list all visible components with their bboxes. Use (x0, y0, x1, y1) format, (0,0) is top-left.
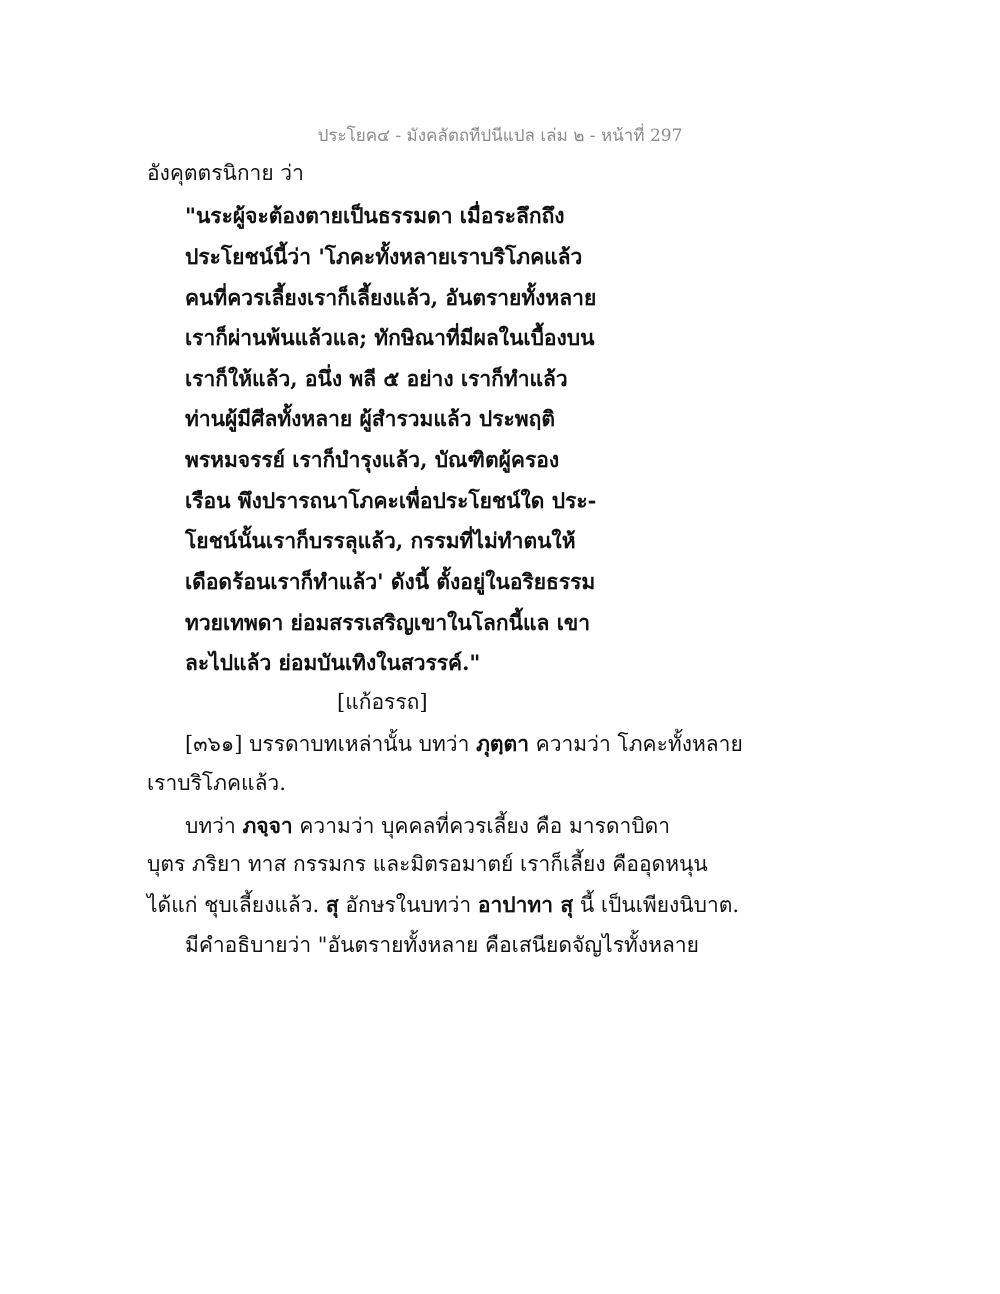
paragraph-line (147, 894, 739, 916)
paragraph-line (185, 815, 670, 837)
pali-term: ภุตฺตา (476, 731, 529, 756)
text-run: ความว่า โภคะทั้งหลาย (529, 732, 743, 756)
text-run: ความว่า บุคคลที่ควรเลี้ยง คือ มารดาบิดา (292, 814, 671, 838)
verse-line: พรหมจรรย์ เราก็บำรุงแล้ว, บัณฑิตผู้ครอง (185, 447, 560, 472)
verse-line: คนที่ควรเลี้ยงเราก็เลี้ยงแล้ว, อันตรายทั้งหลาย (185, 285, 597, 310)
pali-term: สุ (325, 892, 339, 917)
pali-term: อาปาทา สุ (477, 892, 574, 917)
verse-line: ละไปแล้ว ย่อมบันเทิงในสวรรค์." (185, 650, 481, 675)
running-header: ประโยค๔ - มังคลัตถทีปนีแปล เล่ม ๒ - หน้าที่ 297 (317, 126, 683, 146)
section-heading: [แก้อรรถ] (337, 690, 428, 714)
pali-term: ภจฺจา (242, 813, 293, 838)
text-run: บทว่า (185, 814, 243, 838)
verse-line: โยชน์นั้นเราก็บรรลุแล้ว, กรรมที่ไม่ทำตนให้ (185, 528, 576, 553)
verse-line: เรือน พึงปรารถนาโภคะเพื่อประโยชน์ใด ประ- (185, 488, 597, 513)
verse-line: เดือดร้อนเราก็ทำแล้ว' ดังนี้ ตั้งอยู่ในอริยธรรม (185, 569, 596, 594)
verse-line: ทวยเทพดา ย่อมสรรเสริญเขาในโลกนี้แล เขา (185, 610, 591, 635)
verse-line: เราก็ให้แล้ว, อนึ่ง พลี ๕ อย่าง เราก็ทำแล้ว (185, 366, 568, 391)
paragraph-line: เราบริโภคแล้ว. (147, 771, 286, 795)
paragraph-line: บุตร ภริยา ทาส กรรมกร และมิตรอมาตย์ เราก็เลี้ยง คืออุดหนุน (147, 852, 708, 876)
text-run: ได้แก่ ชุบเลี้ยงแล้ว. (147, 893, 326, 917)
verse-line: เราก็ผ่านพ้นแล้วแล; ทักษิณาที่มีผลในเบื้องบน (185, 325, 595, 350)
paragraph-line: มีคำอธิบายว่า "อันตรายทั้งหลาย คือเสนียดจัญไรทั้งหลาย (185, 933, 699, 957)
paragraph-line (185, 733, 743, 755)
text-run: [๓๖๑] บรรดาบทเหล่านั้น บทว่า (185, 732, 477, 756)
verse-line: ท่านผู้มีศีลทั้งหลาย ผู้สำรวมแล้ว ประพฤติ (185, 406, 555, 431)
intro-line: อังคุตตรนิกาย ว่า (147, 161, 304, 185)
text-run: อักษรในบทว่า (338, 893, 478, 917)
text-run: นี้ เป็นเพียงนิบาต. (573, 893, 740, 917)
verse-line: ประโยชน์นี้ว่า 'โภคะทั้งหลายเราบริโภคแล้ว (185, 244, 583, 269)
verse-line: "นระผู้จะต้องตายเป็นธรรมดา เมื่อระลึกถึง (185, 203, 565, 228)
